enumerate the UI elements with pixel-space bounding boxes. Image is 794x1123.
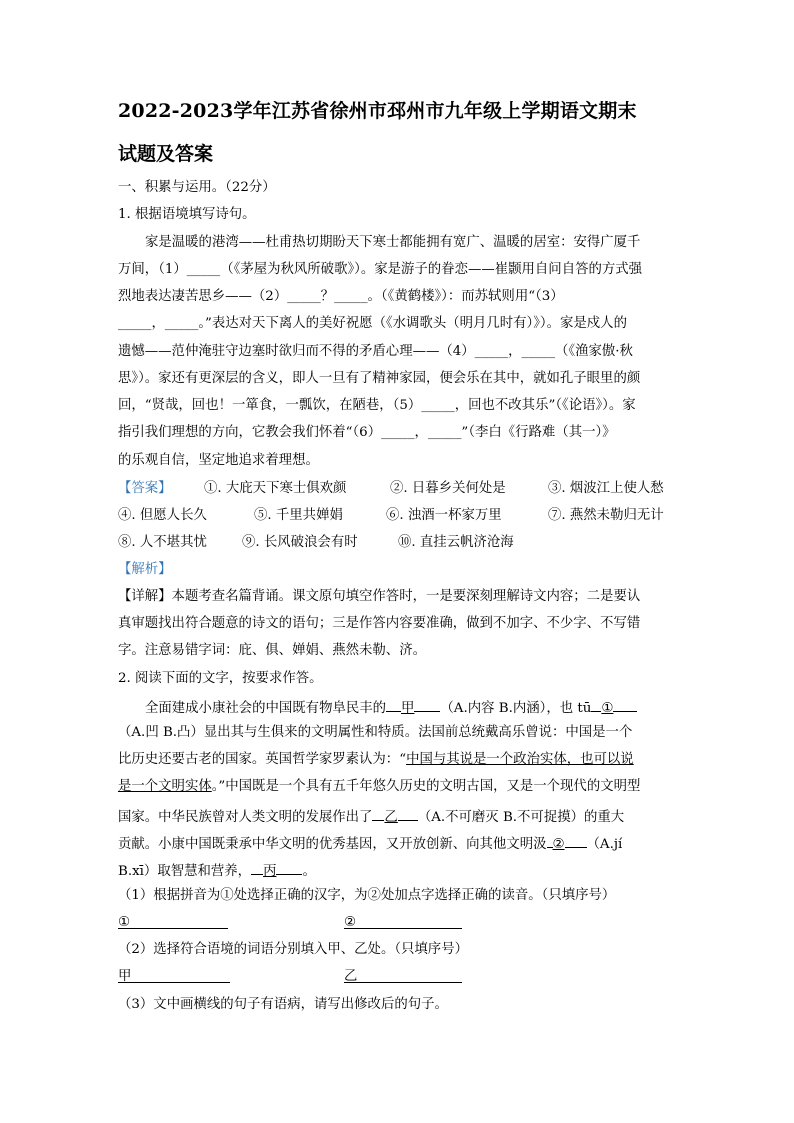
q1-line: 回，“贤哉，回也！一箪食，一瓢饮，在陋巷，（5）_____，回也不改其乐”（《论语》）。家 [118,398,636,413]
q2-passage-line: 贡献。小康中国既秉承中华文明的优秀基因，又开放创新、向其他文明汲 ② （A.jí [118,833,622,854]
blank-bing: 丙 [263,864,277,879]
q1-line: 指引我们理想的方向，它教会我们怀着“（6）_____，_____”（李白《行路难（其一）》 [118,425,616,440]
q1-line: 烈地表达凄苦思乡——（2）_____？_____。（《黄鹤楼》）：而苏轼则用“（3） [118,289,564,304]
answer-item: ⑨. 长风破浪会有时 [242,535,358,550]
answer-item: ④. 但愿人长久 [118,508,207,523]
answer-item: ⑧. 人不堪其忧 [118,535,207,550]
subquestion-3: （3）文中画横线的句子有语病，请写出修改后的句子。 [118,997,448,1012]
page-title-cont: 试题及答案 [118,143,214,165]
q1-line: _____，_____。”表达对天下离人的美好祝愿（《水调歌头（明月几时有）》）。家是戍人的 [118,316,627,331]
question-2-stem: 2. 阅读下面的文字，按要求作答。 [118,671,323,686]
answer-item: ③. 烟波江上使人愁 [548,481,664,496]
underlined-sentence: 中国与其说是一个政治实体，也可以说 [406,752,634,767]
underlined-sentence-cont: 是一个文明实体 [118,779,212,794]
answer-item: ①. 大庇天下寒士俱欢颜 [204,481,347,496]
blank-2: ② [552,837,565,852]
page-title: 2022-2023学年江苏省徐州市邳州市九年级上学期语文期末 [118,100,637,122]
answer-item: ⑤. 千里共婵娟 [254,508,343,523]
q1-line: 思》）。家还有更深层的含义，即人一旦有了精神家园，便会乐在其中，就如孔子眼里的颜 [118,371,641,386]
analysis-label: 【解析】 [118,562,172,577]
q2-passage-line: 是一个文明实体。”中国既是一个具有五千年悠久历史的文明古国，又是一个现代的文明型 [118,779,641,794]
q2-passage-line: 全面建成小康社会的中国既有物阜民丰的 甲 （A.内容 B.内涵），也 tū ① [145,697,637,718]
subquestion-2: （2）选择符合语境的词语分别填入甲、乙处。（只填序号） [118,942,468,957]
detail-line: 【详解】本题考查名篇背诵。课文原句填空作答时，一是要深刻理解诗文内容；二是要认 [118,589,641,604]
q2-passage-line: 比历史还要古老的国家。英国哲学家罗素认为：“中国与其说是一个政治实体，也可以说 [118,752,634,767]
q1-line: 万间，（1）_____（《茅屋为秋风所破歌》）。家是游子的眷恋——崔颢用自问自答的方式强 [118,262,643,277]
section-heading: 一、积累与运用。（22分） [118,180,276,195]
blank-1: ① [601,701,614,716]
q1-line: 家是温暖的港湾——杜甫热切期盼天下寒士都能拥有宽广、温暖的居室：安得广厦千 [145,235,641,250]
answer-item: ⑦. 燕然未勒归无计 [548,508,664,523]
q2-passage-line: B.xī）取智慧和营养， 丙 。 [118,860,316,881]
answer-label: 【答案】 [118,481,172,496]
detail-line: 真审题找出符合题意的诗文的语句；三是作答内容要准确，做到不加字、不少字、不写错 [118,616,641,631]
answer-item: ⑩. 直挂云帆济沧海 [398,535,514,550]
blank-yi: 乙 [384,810,398,825]
q2-passage-line: 国家。中华民族曾对人类文明的发展作出了 乙 （A.不可磨灭 B.不可捉摸）的重大 [118,806,624,827]
question-1-stem: 1. 根据语境填写诗句。 [118,207,256,222]
answer-item: ⑥. 浊酒一杯家万里 [386,508,502,523]
q2-passage-line: （A.凹 B.凸）显出其与生俱来的文明属性和特质。法国前总统戴高乐曾说：中国是一个 [118,725,633,740]
blank-jia: 甲 [401,701,415,716]
q1-line: 遗憾——范仲淹驻守边塞时欲归而不得的矛盾心理——（4）_____，_____（《渔家傲·秋 [118,344,633,359]
subquestion-1: （1）根据拼音为①处选择正确的汉字，为②处加点字选择正确的读音。（只填序号） [118,888,616,903]
answer-item: ②. 日暮乡关何处是 [390,481,506,496]
q1-line: 的乐观自信，坚定地追求着理想。 [118,453,319,468]
detail-line: 字。注意易错字词：庇、俱、婵娟、燕然未勒、济。 [118,643,426,658]
